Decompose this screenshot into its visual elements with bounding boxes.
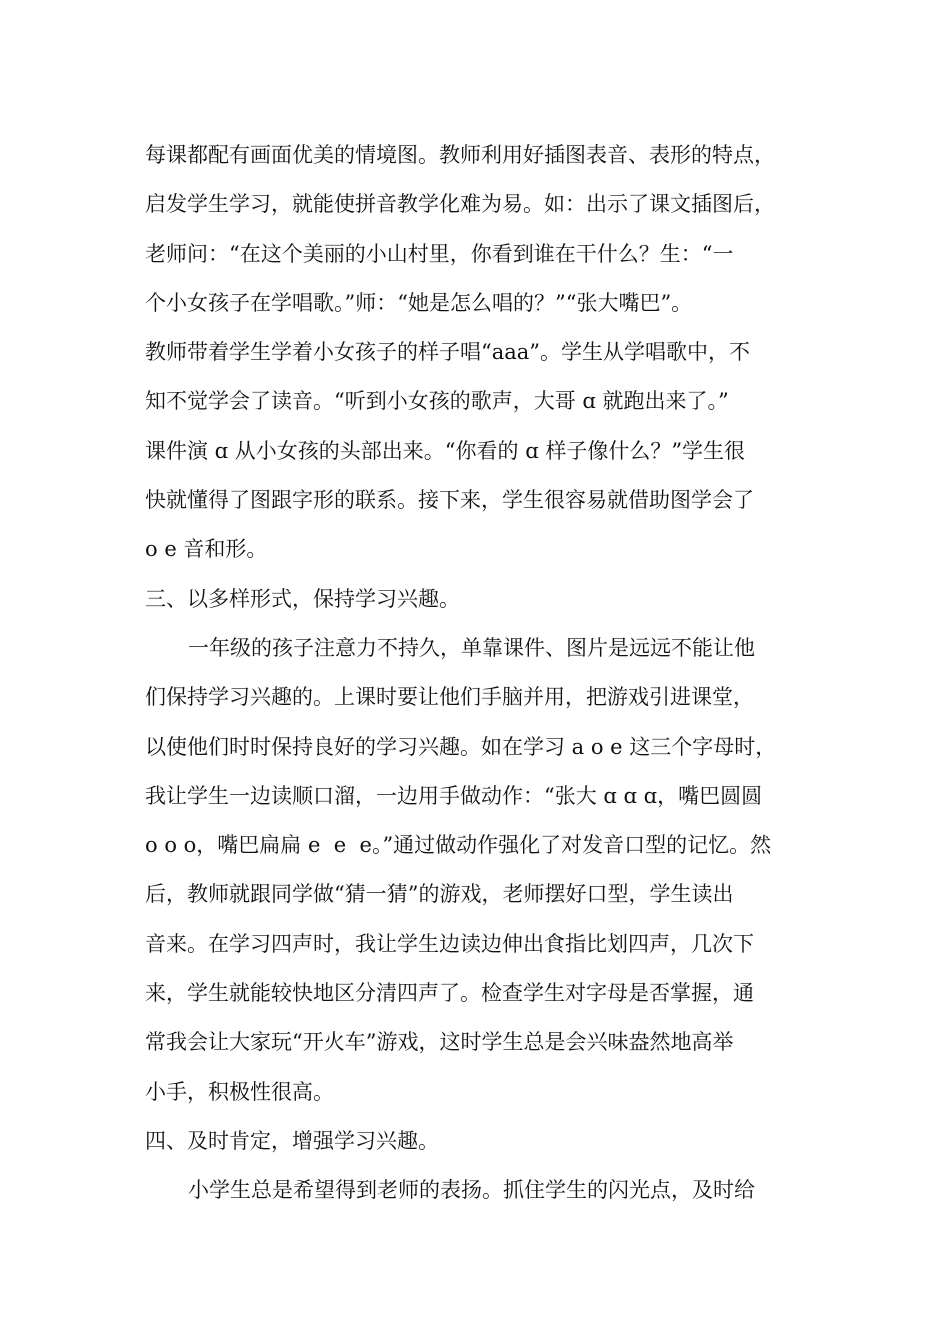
section-heading: 三、以多样形式，保持学习兴趣。 xyxy=(145,586,460,611)
text-line: 老师问：“在这个美丽的小山村里，你看到谁在干什么？生：“一 xyxy=(145,241,734,266)
text-line: 来，学生就能较快地区分清四声了。检查学生对字母是否掌握，通 xyxy=(145,981,754,1006)
text-line: 知不觉学会了读音。“听到小女孩的歌声，大哥 ɑ 就跑出来了。” xyxy=(145,389,729,414)
text-line: 音来。在学习四声时，我让学生边读边伸出食指比划四声，几次下 xyxy=(145,931,754,956)
text-line: 小手，积极性很高。 xyxy=(145,1079,334,1104)
text-line: 快就懂得了图跟字形的联系。接下来，学生很容易就借助图学会了 xyxy=(145,488,754,513)
section-heading: 四、及时肯定，增强学习兴趣。 xyxy=(145,1128,439,1153)
text-line: 教师带着学生学着小女孩子的样子唱“aaa”。学生从学唱歌中，不 xyxy=(145,340,751,365)
text-line: 一年级的孩子注意力不持久，单靠课件、图片是远远不能让他 xyxy=(188,635,755,660)
text-line: 们保持学习兴趣的。上课时要让他们手脑并用，把游戏引进课堂， xyxy=(145,685,754,710)
text-line: o e 音和形。 xyxy=(145,537,268,562)
document-body xyxy=(145,131,815,1216)
text-line: 每课都配有画面优美的情境图。教师利用好插图表音、表形的特点， xyxy=(145,143,775,167)
text-line: 个小女孩子在学唱歌。”师：“她是怎么唱的？”“张大嘴巴”。 xyxy=(145,290,693,315)
text-line: 课件演 ɑ 从小女孩的头部出来。“你看的 ɑ 样子像什么？”学生很 xyxy=(145,438,746,463)
text-line: 我让学生一边读顺口溜，一边用手做动作：“张大 ɑ ɑ ɑ，嘴巴圆圆 xyxy=(145,783,763,808)
text-line: 常我会让大家玩“开火车”游戏，这时学生总是会兴味盎然地高举 xyxy=(145,1030,734,1055)
text-line: 后，教师就跟同学做“猜一猜”的游戏，老师摆好口型，学生读出 xyxy=(145,882,734,907)
text-line: 启发学生学习，就能使拼音教学化难为易。如：出示了课文插图后， xyxy=(145,192,775,217)
text-line: 以使他们时时保持良好的学习兴趣。如在学习 a o e 这三个字母时， xyxy=(145,734,777,759)
text-line: o o o，嘴巴扁扁 e e e。”通过做动作强化了对发音口型的记忆。然 xyxy=(145,833,772,858)
text-line: 小学生总是希望得到老师的表扬。抓住学生的闪光点，及时给 xyxy=(188,1178,755,1203)
